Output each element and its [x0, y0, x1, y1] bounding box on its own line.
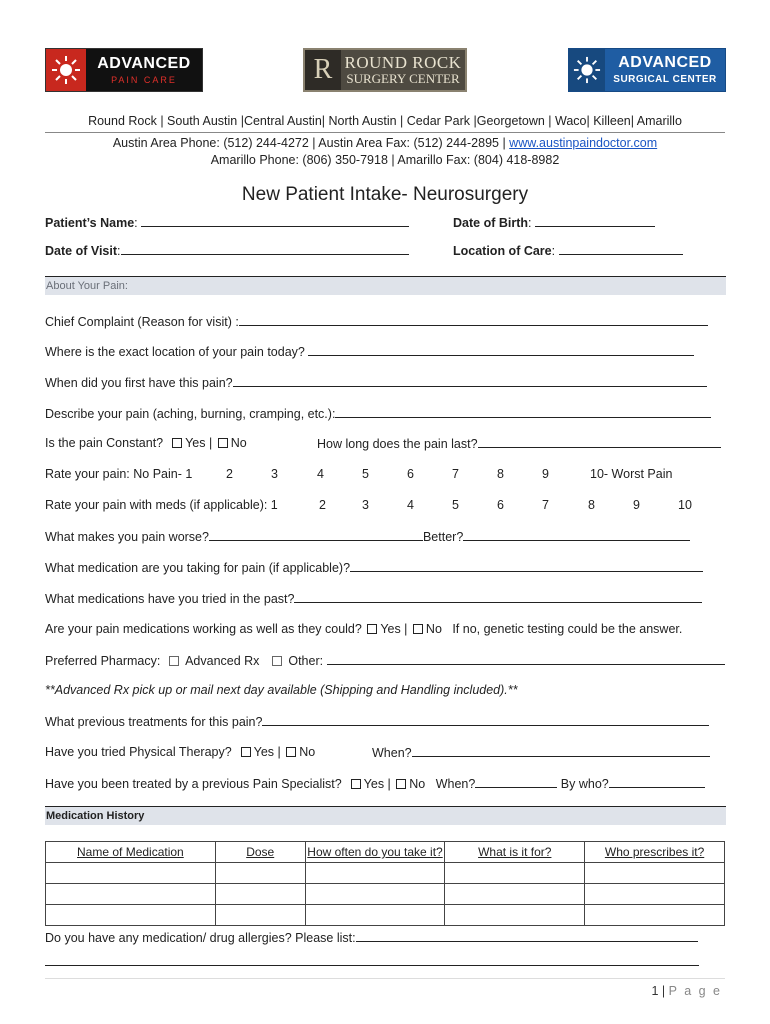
allergies-extra-line[interactable]: [45, 954, 699, 969]
rating-option-2[interactable]: 2: [226, 467, 233, 481]
table-cell[interactable]: [585, 905, 725, 926]
table-cell[interactable]: [46, 905, 216, 926]
logo-rrsc-line1: ROUND ROCK: [344, 53, 462, 73]
table-cell[interactable]: [46, 884, 216, 905]
col-name: Name of Medication: [46, 842, 216, 863]
q-pt-label: Have you tried Physical Therapy?: [45, 745, 232, 759]
answer-line[interactable]: [294, 591, 702, 603]
answer-line[interactable]: [335, 406, 711, 418]
answer-line[interactable]: [356, 930, 698, 942]
answer-line[interactable]: [308, 344, 694, 356]
pt-yes-checkbox[interactable]: [241, 747, 251, 757]
q-rate-pain-label: Rate your pain: No Pain- 1: [45, 467, 193, 481]
rating-option-6[interactable]: 6: [407, 467, 414, 481]
answer-line[interactable]: [262, 714, 709, 726]
page-number-value: 1: [651, 984, 659, 998]
answer-line[interactable]: [478, 436, 721, 448]
q-prev-treatments[interactable]: [45, 714, 709, 729]
page-label: P a g e: [668, 984, 722, 998]
col-dose: Dose: [215, 842, 305, 863]
advanced-rx-note-text: **Advanced Rx pick up or mail next day available (Shipping and Handling included).**: [45, 683, 518, 697]
pharmacy-other-label: Other:: [288, 654, 324, 668]
page-sep: |: [661, 984, 666, 998]
q-how-long-label: How long does the pain last?: [317, 437, 478, 451]
table-cell[interactable]: [585, 863, 725, 884]
medication-table: [45, 841, 725, 926]
q-allergies[interactable]: [45, 930, 698, 945]
table-cell[interactable]: [445, 905, 585, 926]
col-prescriber: Who prescribes it?: [585, 842, 725, 863]
patient-name-label: Patient’s Name: [45, 216, 135, 230]
answer-line[interactable]: [327, 653, 725, 665]
advanced-pain-care-logo: [45, 48, 203, 92]
rating-option-8[interactable]: 8: [588, 498, 595, 512]
q-specialist-label: Have you been treated by a previous Pain Specialist?: [45, 777, 342, 791]
pt-yes-label: Yes |: [253, 745, 281, 759]
q-taking[interactable]: [45, 560, 703, 575]
logo-asc-line1: ADVANCED: [618, 54, 712, 71]
q-worse-label: What makes you pain worse?: [45, 530, 209, 544]
date-of-visit-field[interactable]: Date of Visit:: [45, 243, 409, 258]
q-physical-therapy[interactable]: [45, 745, 315, 759]
table-cell[interactable]: [215, 863, 305, 884]
answer-line[interactable]: [239, 314, 708, 326]
rating-option-3[interactable]: 3: [362, 498, 369, 512]
answer-line[interactable]: [609, 776, 705, 788]
q-pt-when[interactable]: [372, 745, 710, 760]
footer-divider: [45, 978, 725, 979]
rating-option-6[interactable]: 6: [497, 498, 504, 512]
constant-yes-label: Yes |: [185, 436, 213, 450]
advanced-rx-note: [45, 683, 518, 697]
answer-line[interactable]: [463, 529, 690, 541]
rating-option-3[interactable]: 3: [271, 467, 278, 481]
rating-option-4[interactable]: 4: [407, 498, 414, 512]
constant-no-label: No: [230, 436, 247, 450]
specialist-no-checkbox[interactable]: [396, 779, 406, 789]
q-exact-location[interactable]: [45, 344, 694, 359]
q-how-long[interactable]: [317, 436, 721, 451]
locations-list: Round Rock | South Austin |Central Austin| North Austin | Cedar Park |Georgetown | Waco| Killeen| Amarillo: [88, 114, 682, 128]
logo-asc-line2: SURGICAL CENTER: [613, 74, 717, 85]
q-rate-meds-label: Rate your pain with meds (if applicable): 1: [45, 498, 278, 512]
page-number: [651, 984, 722, 998]
q-worse-better[interactable]: [45, 529, 690, 544]
table-cell[interactable]: [445, 863, 585, 884]
q-constant-label: Is the pain Constant?: [45, 436, 164, 450]
q-prev-treatments-label: What previous treatments for this pain?: [45, 715, 263, 729]
table-row[interactable]: [46, 884, 725, 905]
dob-label: Date of Birth: [453, 216, 528, 230]
q-chief-complaint-label: Chief Complaint (Reason for visit) :: [45, 315, 239, 329]
col-frequency: How often do you take it?: [305, 842, 445, 863]
section-about-pain: About Your Pain:: [45, 276, 726, 295]
website-link[interactable]: www.austinpaindoctor.com: [509, 136, 658, 150]
q-specialist[interactable]: [45, 776, 705, 791]
pt-no-checkbox[interactable]: [286, 747, 296, 757]
patient-name-line[interactable]: [141, 215, 409, 227]
q-pharmacy[interactable]: [45, 653, 725, 668]
q-exact-location-label: Where is the exact location of your pain today?: [45, 345, 305, 359]
sunburst-icon: [569, 49, 605, 91]
location-of-care-line[interactable]: [559, 243, 683, 255]
answer-line[interactable]: [209, 529, 423, 541]
answer-line[interactable]: [412, 745, 710, 757]
section-medication-history: Medication History: [45, 806, 726, 825]
table-cell[interactable]: [305, 905, 445, 926]
pharmacy-advanced-rx-checkbox[interactable]: [169, 656, 179, 666]
answer-line[interactable]: [233, 375, 707, 387]
logo-app-line1: ADVANCED: [97, 54, 191, 72]
rating-option-5[interactable]: 5: [452, 498, 459, 512]
q-chief-complaint[interactable]: [45, 314, 708, 329]
rating-option-4[interactable]: 4: [317, 467, 324, 481]
table-cell[interactable]: [445, 884, 585, 905]
q-describe[interactable]: [45, 406, 711, 421]
location-of-care-field[interactable]: Location of Care:: [453, 243, 683, 258]
constant-yes-checkbox[interactable]: [172, 438, 182, 448]
table-row[interactable]: [46, 863, 725, 884]
location-of-care-label: Location of Care: [453, 244, 552, 258]
table-row[interactable]: [46, 905, 725, 926]
rating-option-7[interactable]: 7: [542, 498, 549, 512]
q-constant[interactable]: [45, 436, 247, 450]
logo-rrsc-line2: SURGERY CENTER: [346, 71, 460, 87]
pharmacy-other-checkbox[interactable]: [272, 656, 282, 666]
working-yes-checkbox[interactable]: [367, 624, 377, 634]
contact-phones: Austin Area Phone: (512) 244-4272 | Austin Area Fax: (512) 244-2895 |: [112, 136, 510, 150]
specialist-yes-checkbox[interactable]: [351, 779, 361, 789]
q-tried[interactable]: [45, 591, 702, 606]
pharmacy-advanced-rx-label: Advanced Rx: [185, 654, 260, 668]
working-no-label: No: [425, 622, 442, 636]
q-taking-label: What medication are you taking for pain (if applicable)?: [45, 561, 351, 575]
page-title: New Patient Intake- Neurosurgery: [241, 184, 529, 205]
rating-option-9[interactable]: 9: [633, 498, 640, 512]
answer-line[interactable]: [45, 954, 699, 966]
working-yes-label: Yes |: [380, 622, 408, 636]
q-pharmacy-label: Preferred Pharmacy:: [45, 654, 161, 668]
rating-option-9[interactable]: 9: [542, 467, 549, 481]
q-describe-label: Describe your pain (aching, burning, cramping, etc.):: [45, 407, 336, 421]
rating-option-5[interactable]: 5: [362, 467, 369, 481]
rating-option-8[interactable]: 8: [497, 467, 504, 481]
specialist-yes-label: Yes |: [363, 777, 391, 791]
table-header-row: [46, 842, 725, 863]
q-first-have-label: When did you first have this pain?: [45, 376, 233, 390]
patient-name-field[interactable]: Patient’s Name:: [45, 215, 409, 230]
specialist-who-label: By who?: [560, 777, 609, 791]
contact-line-1: [0, 136, 770, 150]
constant-no-checkbox[interactable]: [218, 438, 228, 448]
rating-option-7[interactable]: 7: [452, 467, 459, 481]
round-rock-surgery-center-logo: [303, 48, 467, 92]
date-of-visit-label: Date of Visit: [45, 244, 118, 258]
q-working[interactable]: [45, 622, 682, 636]
specialist-no-label: No: [409, 777, 426, 791]
q-first-have[interactable]: [45, 375, 707, 390]
table-cell[interactable]: [46, 863, 216, 884]
q-working-label: Are your pain medications working as well as they could?: [45, 622, 362, 636]
q-allergies-label: Do you have any medication/ drug allergies? Please list:: [45, 931, 356, 945]
pt-no-label: No: [299, 745, 316, 759]
rating-option-10[interactable]: 10: [678, 498, 692, 512]
table-cell[interactable]: [305, 884, 445, 905]
dob-field[interactable]: Date of Birth:: [453, 215, 655, 230]
divider: [45, 132, 725, 133]
monogram-r: R: [305, 50, 341, 90]
q-pt-when-label: When?: [372, 746, 412, 760]
contact-line-2: Amarillo Phone: (806) 350-7918 | Amarillo Fax: (804) 418-8982: [210, 153, 560, 167]
answer-line[interactable]: [475, 776, 557, 788]
specialist-when-label: When?: [435, 777, 476, 791]
col-purpose: What is it for?: [445, 842, 585, 863]
rating-option-2[interactable]: 2: [319, 498, 326, 512]
logo-app-line2: PAIN CARE: [111, 74, 177, 85]
sunburst-icon: [46, 49, 86, 91]
advanced-surgical-center-logo: [568, 48, 726, 92]
answer-line[interactable]: [350, 560, 703, 572]
working-note: If no, genetic testing could be the answer.: [452, 622, 683, 636]
rate-pain-end-label: 10- Worst Pain: [590, 467, 673, 481]
table-cell[interactable]: [215, 905, 305, 926]
logo-row: [0, 48, 770, 94]
dob-line[interactable]: [535, 215, 655, 227]
q-tried-label: What medications have you tried in the past?: [45, 592, 295, 606]
table-cell[interactable]: [585, 884, 725, 905]
q-better-label: Better?: [422, 530, 464, 544]
date-of-visit-line[interactable]: [121, 243, 409, 255]
table-cell[interactable]: [215, 884, 305, 905]
table-cell[interactable]: [305, 863, 445, 884]
working-no-checkbox[interactable]: [413, 624, 423, 634]
